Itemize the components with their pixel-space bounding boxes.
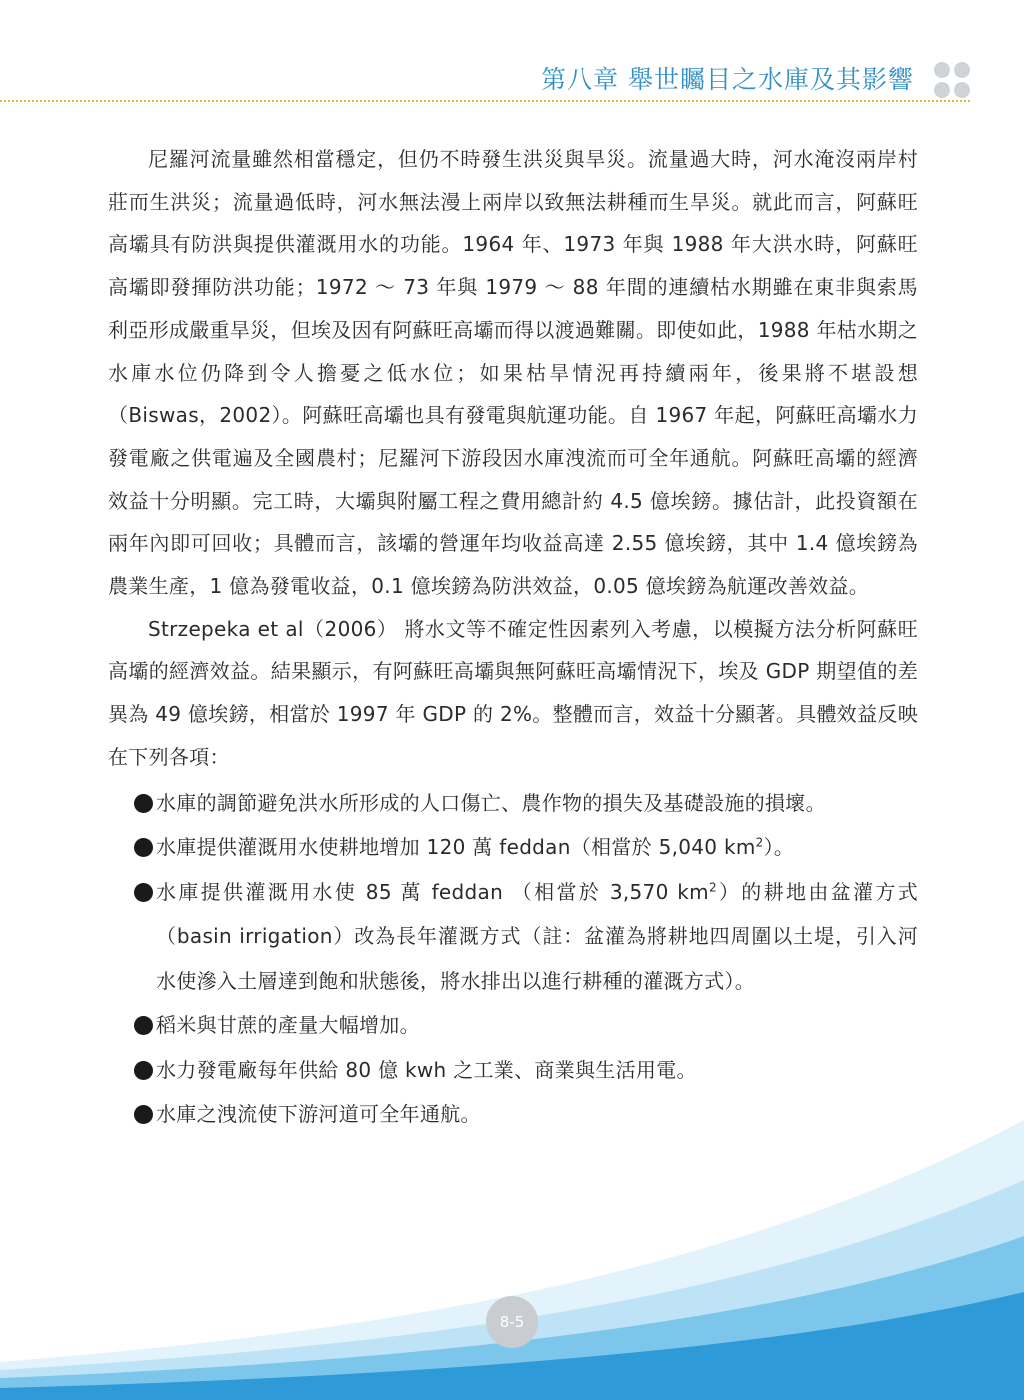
paragraph-1: 尼羅河流量雖然相當穩定，但仍不時發生洪災與旱災。流量過大時，河水淹沒兩岸村莊而生洪災；流量過低時，河水無法漫上兩岸以致無法耕種而生旱災。就此而言，阿蘇旺高壩具有防洪與提供灌溉用水的功能。1964 年、1973 年與 1988 年大洪水時，阿蘇旺高壩即發揮防洪功能；1972 ～ 73 年與 1979 ～ 88 年間的連續枯水期雖在東非與索馬利亞形成嚴重旱災，但埃及因有阿蘇旺高壩而得以渡過難關。即使如此，1988 年枯水期之水庫水位仍降到令人擔憂之低水位；如果枯旱情況再持續兩年，後果將不堪設想（Biswas，2002）。阿蘇旺高壩也具有發電與航運功能。自 1967 年起，阿蘇旺高壩水力發電廠之供電遍及全國農村；尼羅河下游段因水庫洩流而可全年通航。阿蘇旺高壩的經濟效益十分明顯。完工時，大壩與附屬工程之費用總計約 4.5 億埃鎊。據估計，此投資額在兩年內即可回收；具體而言，該壩的營運年均收益高達 2.55 億埃鎊，其中 1.4 億埃鎊為農業生產，1 億為發電收益，0.1 億埃鎊為防洪效益，0.05 億埃鎊為航運改善效益。 [108, 147, 918, 599]
list-item-text: 水庫提供灌溉用水使耕地增加 120 萬 feddan（相當於 5,040 $km^2$）。 [156, 835, 795, 860]
page-number-badge: 8-5 [486, 1296, 538, 1348]
list-item-text: 水庫的調節避免洪水所形成的人口傷亡、農作物的損失及基礎設施的損壞。 [156, 790, 826, 815]
list-item-text: 稻米與甘蔗的產量大幅增加。 [156, 1013, 420, 1038]
chapter-header-title: 第八章 舉世矚目之水庫及其影響 [541, 65, 914, 94]
list-item-text: 水力發電廠每年供給 80 億 kwh 之工業、商業與生活用電。 [156, 1057, 697, 1082]
list-item-text: 水庫之洩流使下游河道可全年通航。 [156, 1102, 481, 1127]
list-item-text: 水庫提供灌溉用水使 85 萬 feddan （相當於 3,570 $km^2$）的耕地由盆灌方式（basin irrigation）改為長年灌溉方式（註：盆灌為將耕地四周圍以土堤，引入河水使滲入土層達到飽和狀態後，將水排出以進行耕種的灌溉方式）。 [156, 879, 918, 993]
paragraph-2: Strzepeka et al（2006） 將水文等不確定性因素列入考慮，以模擬方法分析阿蘇旺高壩的經濟效益。結果顯示，有阿蘇旺高壩與無阿蘇旺高壩情況下，埃及 GDP 期望值的差異為 49 億埃鎊，相當於 1997 年 GDP 的 2%。整體而言，效益十分顯著。具體效益反映在下列各項： [108, 616, 918, 769]
